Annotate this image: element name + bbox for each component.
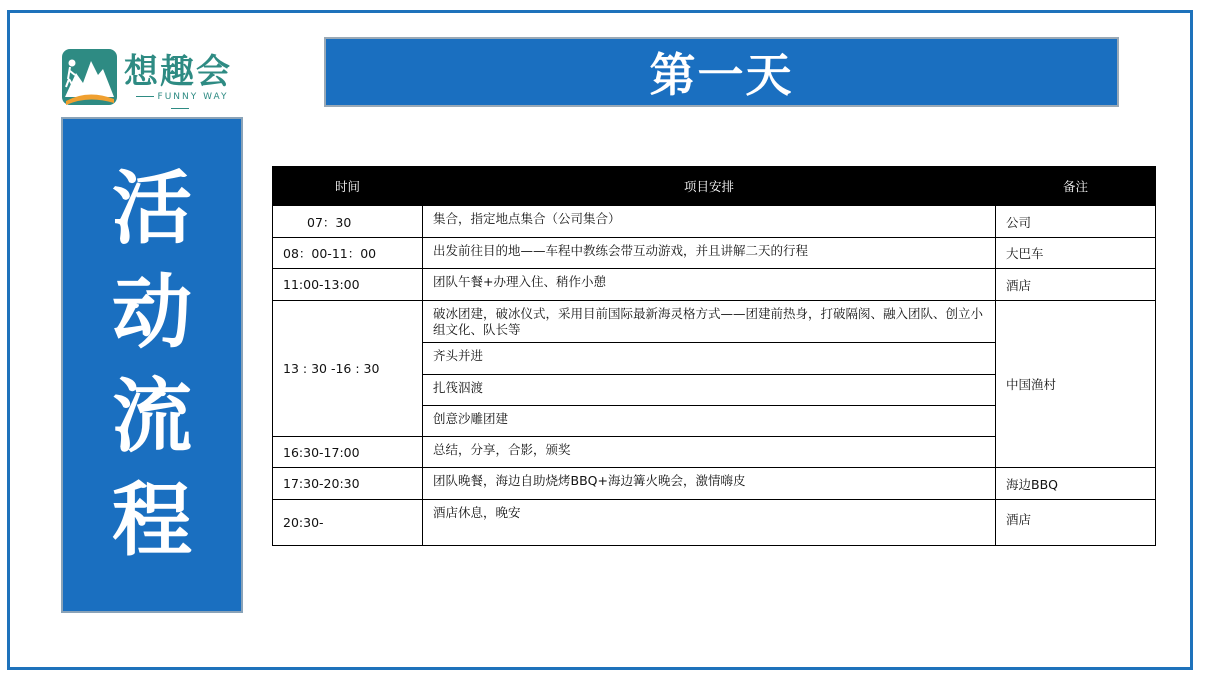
cell-time: 07：30 [273, 206, 423, 238]
cell-item: 总结，分享，合影，颁奖 [423, 437, 996, 468]
table-row [273, 301, 1156, 343]
cell-item: 集合，指定地点集合（公司集合） [423, 206, 996, 238]
header-note: 备注 [996, 167, 1156, 206]
header-item: 项目安排 [423, 167, 996, 206]
cell-item: 团队晚餐，海边自助烧烤BBQ+海边篝火晚会，激情嗨皮 [423, 468, 996, 500]
table-row [273, 468, 1156, 500]
cell-note: 公司 [996, 206, 1156, 238]
sidebar-title: 活动流程 [112, 162, 192, 567]
header-time: 时间 [273, 167, 423, 206]
table-header-row [273, 167, 1156, 206]
table-row [273, 238, 1156, 269]
cell-note: 中国渔村 [996, 301, 1156, 468]
cell-time: 11:00-13:00 [273, 269, 423, 301]
cell-time: 20:30- [273, 500, 423, 546]
cell-note: 酒店 [996, 269, 1156, 301]
sidebar-panel [61, 117, 243, 613]
cell-time: 13 : 30 -16 : 30 [273, 301, 423, 437]
table-row [273, 206, 1156, 238]
schedule-table [272, 166, 1156, 546]
cell-note: 酒店 [996, 500, 1156, 546]
cell-item: 扎筏泅渡 [423, 375, 996, 406]
logo [62, 49, 242, 107]
cell-item: 团队午餐+办理入住、稍作小憩 [423, 269, 996, 301]
logo-name: 想趣会 [124, 52, 232, 92]
cell-time: 17:30-20:30 [273, 468, 423, 500]
cell-note: 海边BBQ [996, 468, 1156, 500]
day-banner [324, 37, 1119, 107]
cell-item: 酒店休息，晚安 [423, 500, 996, 546]
table-row [273, 269, 1156, 301]
day-title: 第一天 [649, 48, 794, 102]
cell-time: 16:30-17:00 [273, 437, 423, 468]
cell-item: 出发前往目的地——车程中教练会带互动游戏，并且讲解二天的行程 [423, 238, 996, 269]
mountain-logo-icon [62, 49, 117, 105]
table-row [273, 500, 1156, 546]
cell-note: 大巴车 [996, 238, 1156, 269]
cell-item: 齐头并进 [423, 343, 996, 375]
logo-tagline: FUNNY WAY [124, 91, 236, 115]
cell-time: 08：00-11：00 [273, 238, 423, 269]
cell-item: 破冰团建，破冰仪式，采用目前国际最新海灵格方式——团建前热身，打破隔阂、融入团队、创立小组文化、队长等 [423, 301, 996, 343]
cell-item: 创意沙雕团建 [423, 406, 996, 437]
